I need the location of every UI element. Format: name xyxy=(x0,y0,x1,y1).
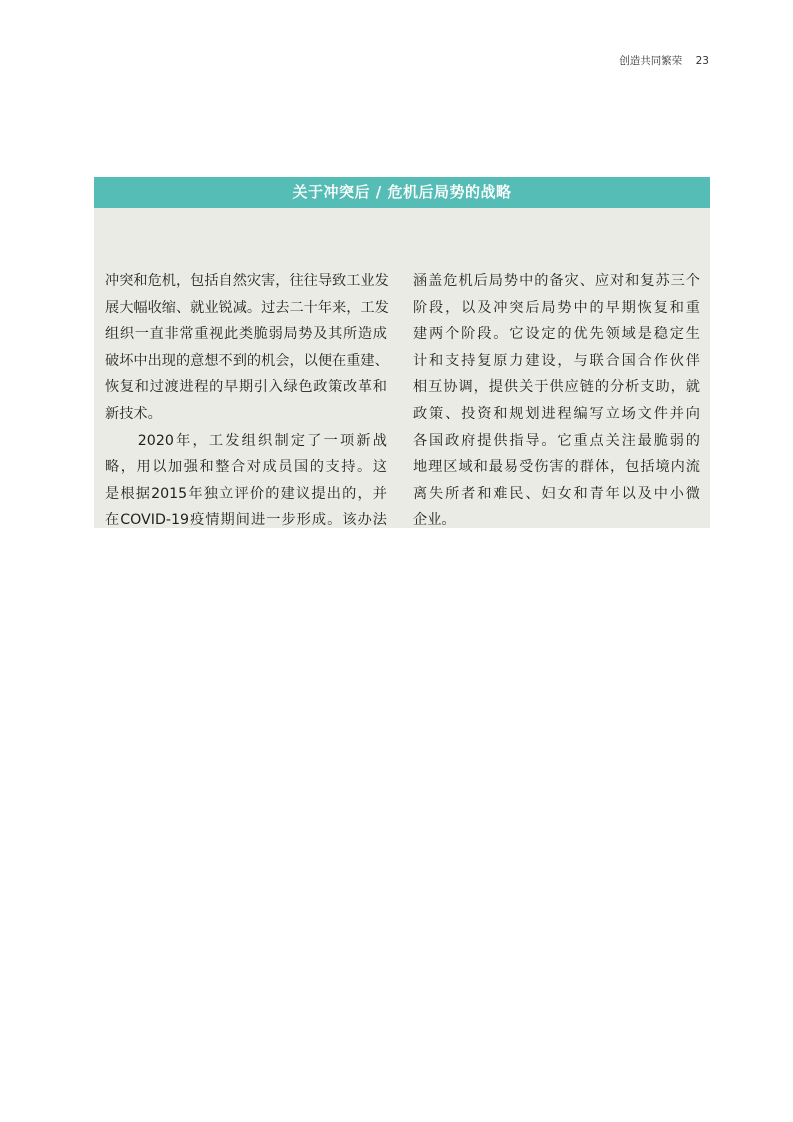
right-line-7: 各国政府提供指导。它重点关注最脆弱的 xyxy=(413,432,700,449)
left-column xyxy=(105,268,387,534)
left-line-9: 是根据2015年独立评价的建议提出的，并 xyxy=(105,485,387,502)
left-line-7: 2020年，工发组织制定了一项新战 xyxy=(105,432,387,449)
box-title: 关于冲突后 / 危机后局势的战略 xyxy=(94,177,710,208)
right-line-6: 政策、投资和规划进程编写立场文件并向 xyxy=(413,405,700,422)
right-line-10: 企业。 xyxy=(413,512,456,529)
strategy-box xyxy=(94,177,710,528)
right-line-9: 离失所者和难民、妇女和青年以及中小微 xyxy=(413,485,700,502)
left-line-10: 在COVID-19疫情期间进一步形成。该办法 xyxy=(105,512,387,529)
left-line-3: 组织一直非常重视此类脆弱局势及其所造成 xyxy=(105,326,387,343)
page-number: 23 xyxy=(695,55,709,67)
left-line-5: 恢复和过渡进程的早期引入绿色政策改革和 xyxy=(105,379,387,396)
left-line-1: 冲突和危机，包括自然灾害，往往导致工业发 xyxy=(105,273,389,289)
right-line-1: 涵盖危机后局势中的备灾、应对和复苏三个 xyxy=(413,273,700,289)
right-line-5: 相互协调，提供关于供应链的分析支助，就 xyxy=(413,379,700,396)
right-line-8: 地理区域和最易受伤害的群体，包括境内流 xyxy=(413,459,700,476)
right-column xyxy=(413,268,700,534)
right-line-4: 计和支持复原力建设，与联合国合作伙伴 xyxy=(413,352,700,369)
left-line-4: 破坏中出现的意想不到的机会，以便在重建、 xyxy=(105,352,389,369)
running-header xyxy=(619,53,709,68)
left-line-8: 略，用以加强和整合对成员国的支持。这 xyxy=(105,459,387,476)
section-title: 创造共同繁荣 xyxy=(619,55,683,67)
right-line-2: 阶段，以及冲突后局势中的早期恢复和重 xyxy=(413,299,700,316)
left-line-2: 展大幅收缩、就业锐减。过去二十年来，工发 xyxy=(105,299,389,316)
right-line-3: 建两个阶段。它设定的优先领域是稳定生 xyxy=(413,326,700,343)
left-line-6: 新技术。 xyxy=(105,405,162,422)
